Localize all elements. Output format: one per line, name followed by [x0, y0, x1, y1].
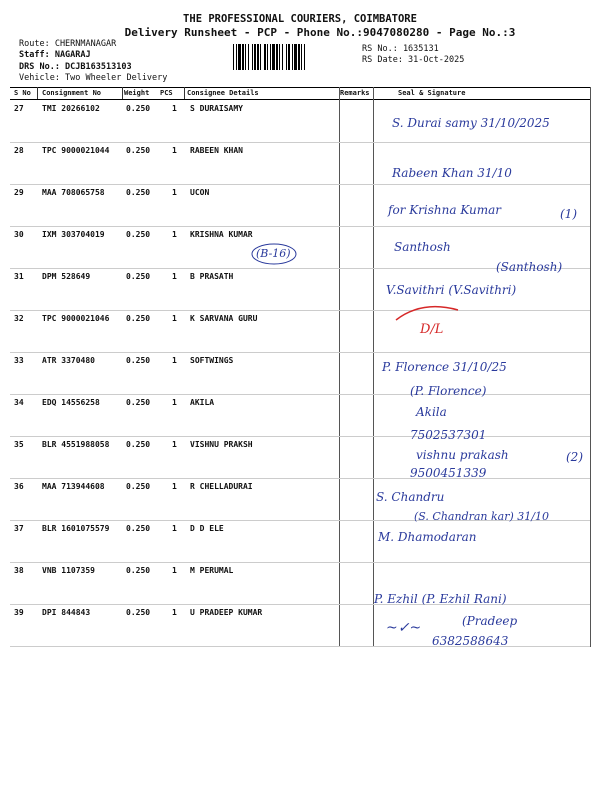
col-divider: [37, 87, 38, 99]
row-sno: 37: [14, 524, 24, 533]
delivery-mark: D/L: [420, 322, 444, 337]
signature-text: 6382588643: [432, 634, 509, 648]
circle-mark: [250, 242, 298, 266]
row-sno: 31: [14, 272, 24, 281]
signature-scribble: ~✓~: [386, 620, 422, 636]
signature-text: (2): [566, 450, 583, 464]
table-row: [10, 520, 590, 563]
row-weight: 0.250: [126, 104, 151, 113]
row-sno: 34: [14, 398, 24, 407]
row-consignment-no: EDQ 14556258: [42, 398, 100, 407]
row-consignment-no: IXM 303704019: [42, 230, 105, 239]
signature-text: V.Savithri (V.Savithri): [386, 283, 517, 297]
row-consignment-no: DPI 844843: [42, 608, 91, 617]
row-consignment-no: MAA 713944608: [42, 482, 105, 491]
row-consignment-no: TMI 20266102: [42, 104, 100, 113]
row-consignee: B PRASATH: [190, 272, 234, 281]
row-sno: 36: [14, 482, 24, 491]
row-consignee: U PRADEEP KUMAR: [190, 608, 263, 617]
col-sno: S No: [14, 89, 31, 97]
drs-label: DRS No.: DCJB163513103: [19, 62, 132, 72]
company-name: THE PROFESSIONAL COURIERS, COIMBATORE: [183, 13, 417, 25]
row-sno: 28: [14, 146, 24, 155]
row-pcs: 1: [172, 608, 177, 617]
row-sno: 38: [14, 566, 24, 575]
row-consignment-no: BLR 4551988058: [42, 440, 110, 449]
row-weight: 0.250: [126, 566, 151, 575]
row-pcs: 1: [172, 314, 177, 323]
row-consignment-no: TPC 9000021046: [42, 314, 110, 323]
signature-text: P. Ezhil (P. Ezhil Rani): [374, 592, 507, 606]
signature-text: for Krishna Kumar: [388, 203, 502, 217]
signature-text: vishnu prakash: [416, 448, 509, 462]
col-pcs: PCS: [160, 89, 173, 97]
row-weight: 0.250: [126, 524, 151, 533]
row-consignee: SOFTWINGS: [190, 356, 234, 365]
row-pcs: 1: [172, 230, 177, 239]
row-consignee: UCON: [190, 188, 210, 197]
row-sno: 33: [14, 356, 24, 365]
row-consignee: RABEEN KHAN: [190, 146, 243, 155]
row-consignee: VISHNU PRAKSH: [190, 440, 253, 449]
row-weight: 0.250: [126, 608, 151, 617]
row-pcs: 1: [172, 398, 177, 407]
table-row: [10, 184, 590, 227]
row-consignee: K SARVANA GURU: [190, 314, 258, 323]
row-consignment-no: TPC 9000021044: [42, 146, 110, 155]
signature-text: (S. Chandran kar) 31/10: [414, 510, 549, 523]
col-consignee: Consignee Details: [187, 89, 259, 97]
row-pcs: 1: [172, 188, 177, 197]
col-weight: Weight: [124, 89, 150, 97]
col-divider: [122, 87, 123, 99]
col-remarks: Remarks: [340, 89, 370, 97]
row-sno: 32: [14, 314, 24, 323]
row-consignee: AKILA: [190, 398, 215, 407]
rs-date: RS Date: 31-Oct-2025: [362, 55, 465, 65]
row-consignee: R CHELLADURAI: [190, 482, 253, 491]
row-consignee: D D ELE: [190, 524, 224, 533]
table-row: [10, 394, 590, 437]
row-weight: 0.250: [126, 398, 151, 407]
signature-text: 9500451339: [410, 466, 487, 480]
signature-text: S. Chandru: [376, 490, 445, 504]
row-sno: 35: [14, 440, 24, 449]
row-consignment-no: ATR 3370480: [42, 356, 95, 365]
rs-number: RS No.: 1635131: [362, 44, 439, 54]
row-weight: 0.250: [126, 272, 151, 281]
table-header: [10, 87, 590, 100]
col-divider: [184, 87, 185, 99]
signature-text: (1): [560, 207, 577, 221]
row-pcs: 1: [172, 356, 177, 365]
row-sno: 27: [14, 104, 24, 113]
red-swoosh: [392, 296, 462, 326]
signature-text: P. Florence 31/10/25: [382, 360, 507, 374]
signature-text: Rabeen Khan 31/10: [392, 166, 512, 180]
row-weight: 0.250: [126, 230, 151, 239]
row-consignee: KRISHNA KUMAR: [190, 230, 253, 239]
row-weight: 0.250: [126, 482, 151, 491]
signature-text: (B-16): [256, 247, 291, 260]
signature-text: M. Dhamodaran: [378, 530, 477, 544]
row-pcs: 1: [172, 566, 177, 575]
row-weight: 0.250: [126, 146, 151, 155]
row-sno: 30: [14, 230, 24, 239]
row-consignment-no: VNB 1107359: [42, 566, 95, 575]
barcode: [232, 44, 356, 70]
signature-text: 7502537301: [410, 428, 487, 442]
signature-text: Santhosh: [394, 240, 451, 254]
signature-text: S. Durai samy 31/10/2025: [392, 116, 550, 130]
row-sno: 39: [14, 608, 24, 617]
row-weight: 0.250: [126, 356, 151, 365]
row-pcs: 1: [172, 146, 177, 155]
row-pcs: 1: [172, 440, 177, 449]
row-consignee: M PERUMAL: [190, 566, 234, 575]
signature-text: Akila: [416, 405, 447, 419]
vehicle-label: Vehicle: Two Wheeler Delivery: [19, 73, 168, 83]
row-weight: 0.250: [126, 440, 151, 449]
row-pcs: 1: [172, 482, 177, 491]
row-consignment-no: BLR 1601075579: [42, 524, 110, 533]
runsheet-title: Delivery Runsheet - PCP - Phone No.:9047080280 - Page No.:3: [124, 26, 516, 39]
route-label: Route: CHERNMANAGAR: [19, 39, 117, 49]
signature-text: (Pradeep: [462, 614, 518, 628]
row-consignee: S DURAISAMY: [190, 104, 243, 113]
row-pcs: 1: [172, 104, 177, 113]
row-pcs: 1: [172, 272, 177, 281]
table-row: [10, 310, 590, 353]
row-weight: 0.250: [126, 314, 151, 323]
col-consignment: Consignment No: [42, 89, 102, 97]
staff-label: Staff: NAGARAJ: [19, 50, 91, 60]
signature-text: (P. Florence): [410, 384, 487, 398]
signature-text: (Santhosh): [496, 260, 563, 274]
row-consignment-no: DPM 528649: [42, 272, 91, 281]
col-divider: [590, 87, 591, 647]
row-consignment-no: MAA 708065758: [42, 188, 105, 197]
row-pcs: 1: [172, 524, 177, 533]
row-sno: 29: [14, 188, 24, 197]
col-seal: Seal & Signature: [398, 89, 466, 97]
row-weight: 0.250: [126, 188, 151, 197]
